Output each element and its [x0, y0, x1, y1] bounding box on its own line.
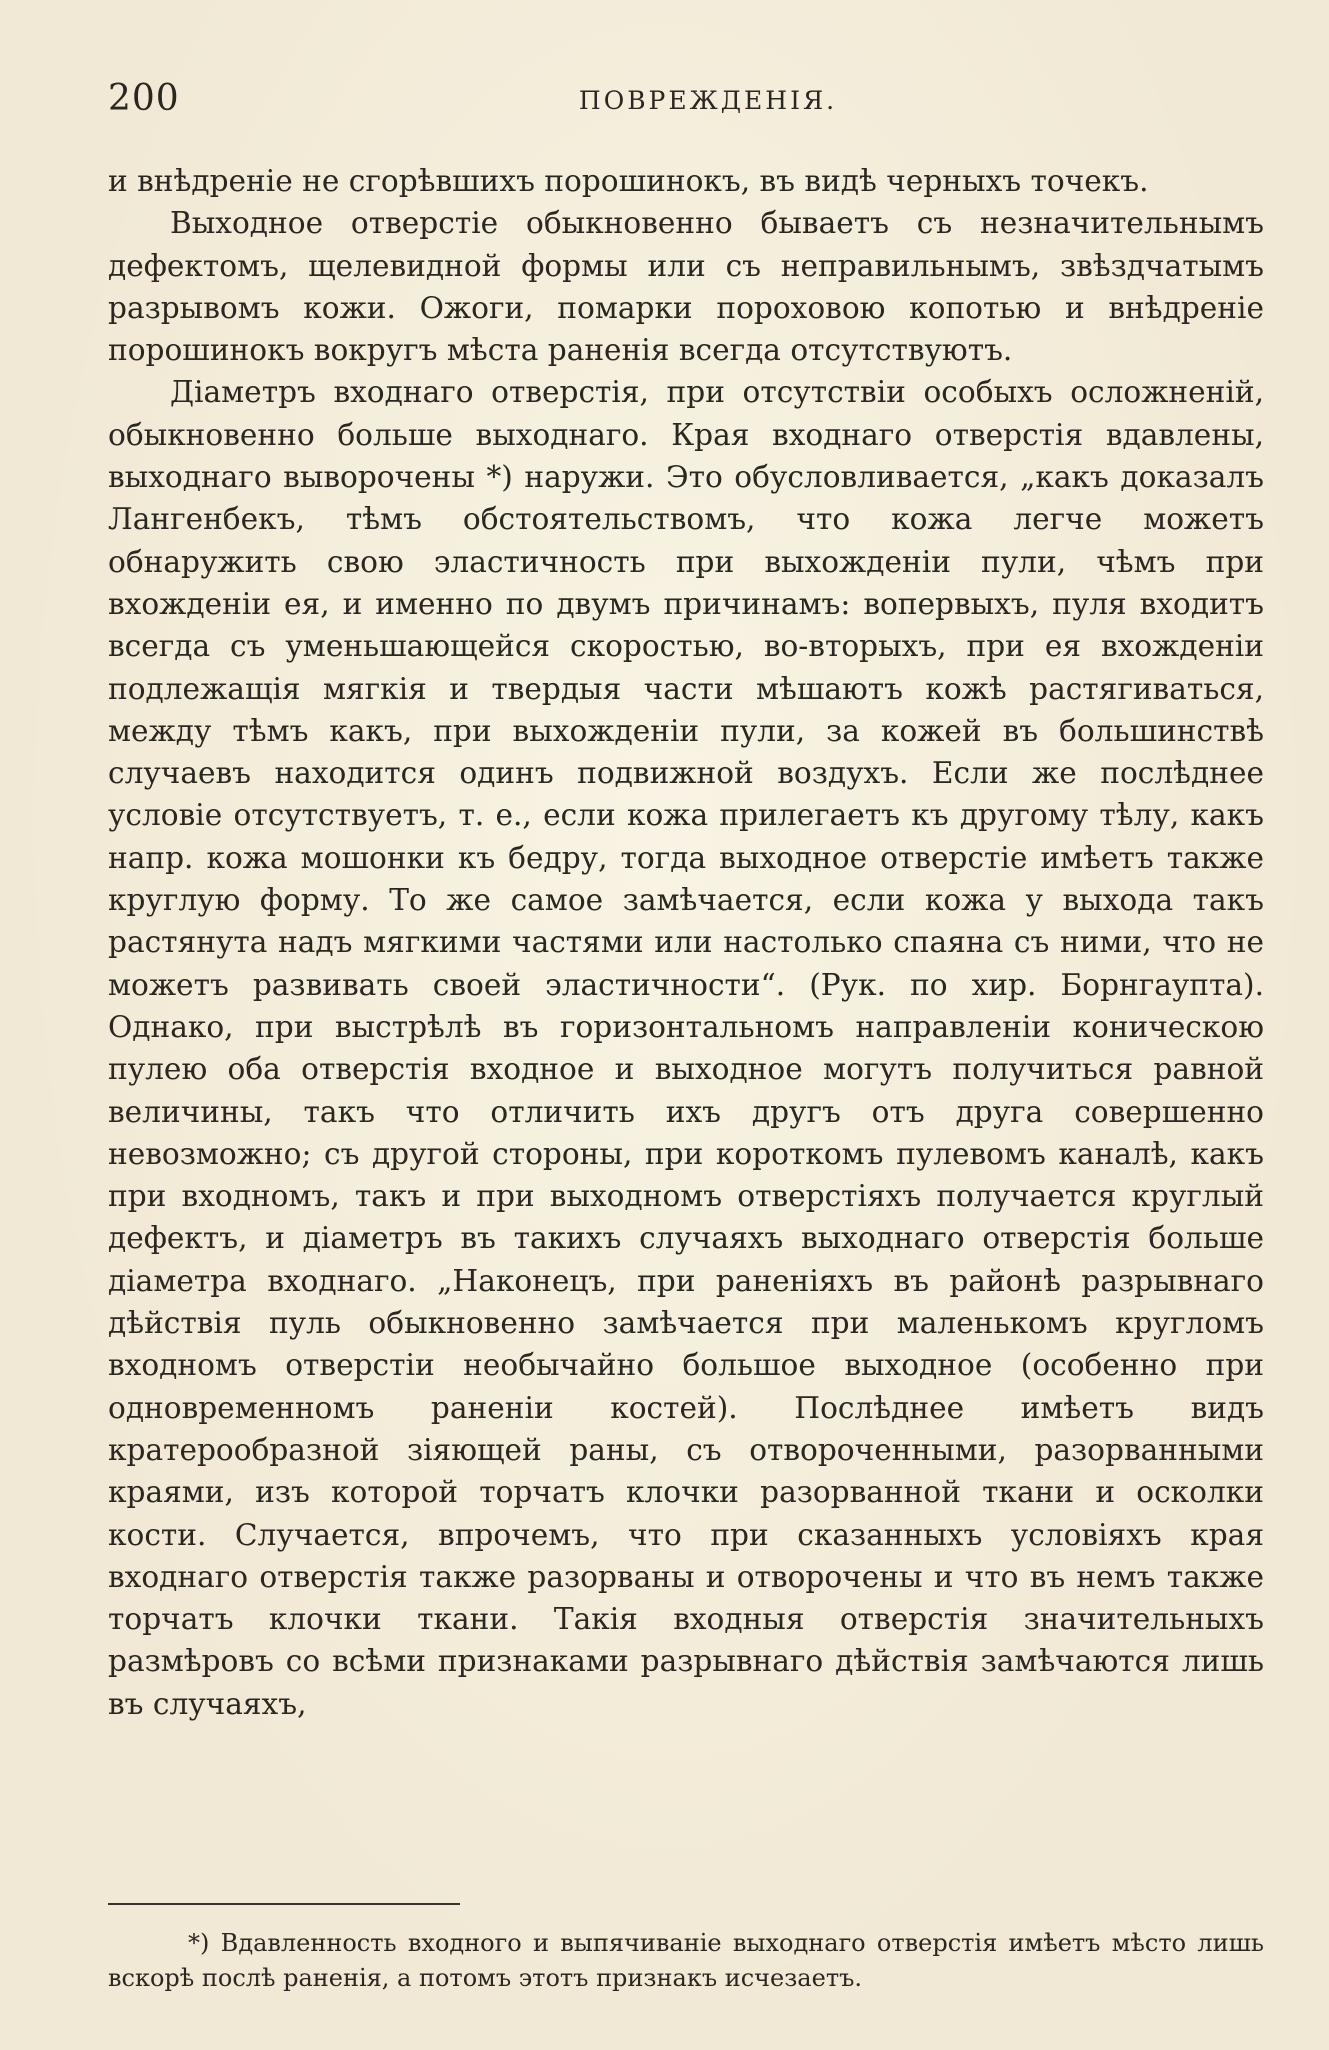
footnote: [108, 1926, 1264, 1996]
footnote-text: *) Вдавленность входного и выпячиваніе выходнаго отверстія имѣетъ мѣсто лишь вскорѣ послѣ раненія, а потомъ этотъ признакъ исчезаетъ.: [108, 1929, 1264, 1992]
running-title: ПОВРЕЖДЕНІЯ.: [578, 86, 838, 115]
footnote-divider: [108, 1903, 460, 1905]
paragraph-exit-wound: Выходное отверстіе обыкновенно бываетъ съ незначительнымъ дефектомъ, щелевидной формы или съ неправильнымъ, звѣздчатымъ разрывомъ кожи. Ожоги, помарки пороховою копотью и внѣдреніе порошинокъ вокругъ мѣста раненія всегда отсутствуютъ.: [108, 206, 1264, 368]
paragraph-wound-diameter: Діаметръ входнаго отверстія, при отсутствіи особыхъ осложненій, обыкновенно больше выходнаго. Края входнаго отверстія вдавлены, выходнаго выворочены *) наружи. Это обусловливается, „какъ доказалъ Лангенбекъ, тѣмъ обстоятельствомъ, что кожа легче можетъ обнаружить свою эластичность при выхожденіи пули, чѣмъ при вхожденіи ея, и именно по двумъ причинамъ: вопервыхъ, пуля входитъ всегда съ уменьшающейся скоростью, во-вторыхъ, при ея вхожденіи подлежащія мягкія и твердыя части мѣшаютъ кожѣ растягиваться, между тѣмъ какъ, при выхожденіи пули, за кожей въ большинствѣ случаевъ находится одинъ подвижной воздухъ. Если же послѣднее условіе отсутствуетъ, т. е., если кожа прилегаетъ къ другому тѣлу, какъ напр. кожа мошонки къ бедру, тогда выходное отверстіе имѣетъ также круглую форму. То же самое замѣчается, если кожа у выхода такъ растянута надъ мягкими частями или настолько спаяна съ ними, что не можетъ развивать своей эластичности“. (Рук. по хир. Борнгаупта). Однако, при выстрѣлѣ въ горизонтальномъ направленіи коническою пулею оба отверстія входное и выходное могутъ получиться равной величины, такъ что отличить ихъ другъ отъ друга совершенно невозможно; съ другой стороны, при короткомъ пулевомъ каналѣ, какъ при входномъ, такъ и при выходномъ отверстіяхъ получается круглый дефектъ, и діаметръ въ такихъ случаяхъ выходнаго отверстія больше діаметра входнаго. „Наконецъ, при раненіяхъ въ районѣ разрывнаго дѣйствія пуль обыкновенно замѣчается при маленькомъ кругломъ входномъ отверстіи необычайно большое выходное (особенно при одновременномъ раненіи костей). Послѣднее имѣетъ видъ кратерообразной зіяющей раны, съ отвороченными, разорванными краями, изъ которой торчатъ клочки разорванной ткани и осколки кости. Случается, впрочемъ, что при сказанныхъ условіяхъ края входнаго отверстія также разорваны и отворочены и что въ немъ также торчатъ клочки ткани. Такія входныя отверстія значительныхъ размѣровъ со всѣми признаками разрывнаго дѣйствія замѣчаются лишь въ случаяхъ,: [108, 375, 1264, 1721]
page-number: 200: [108, 78, 180, 119]
main-text: [108, 160, 1264, 1725]
page-header: [108, 74, 1268, 124]
paragraph-continuation: и внѣдреніе не сгорѣвшихъ порошинокъ, въ видѣ черныхъ точекъ.: [108, 164, 1149, 198]
